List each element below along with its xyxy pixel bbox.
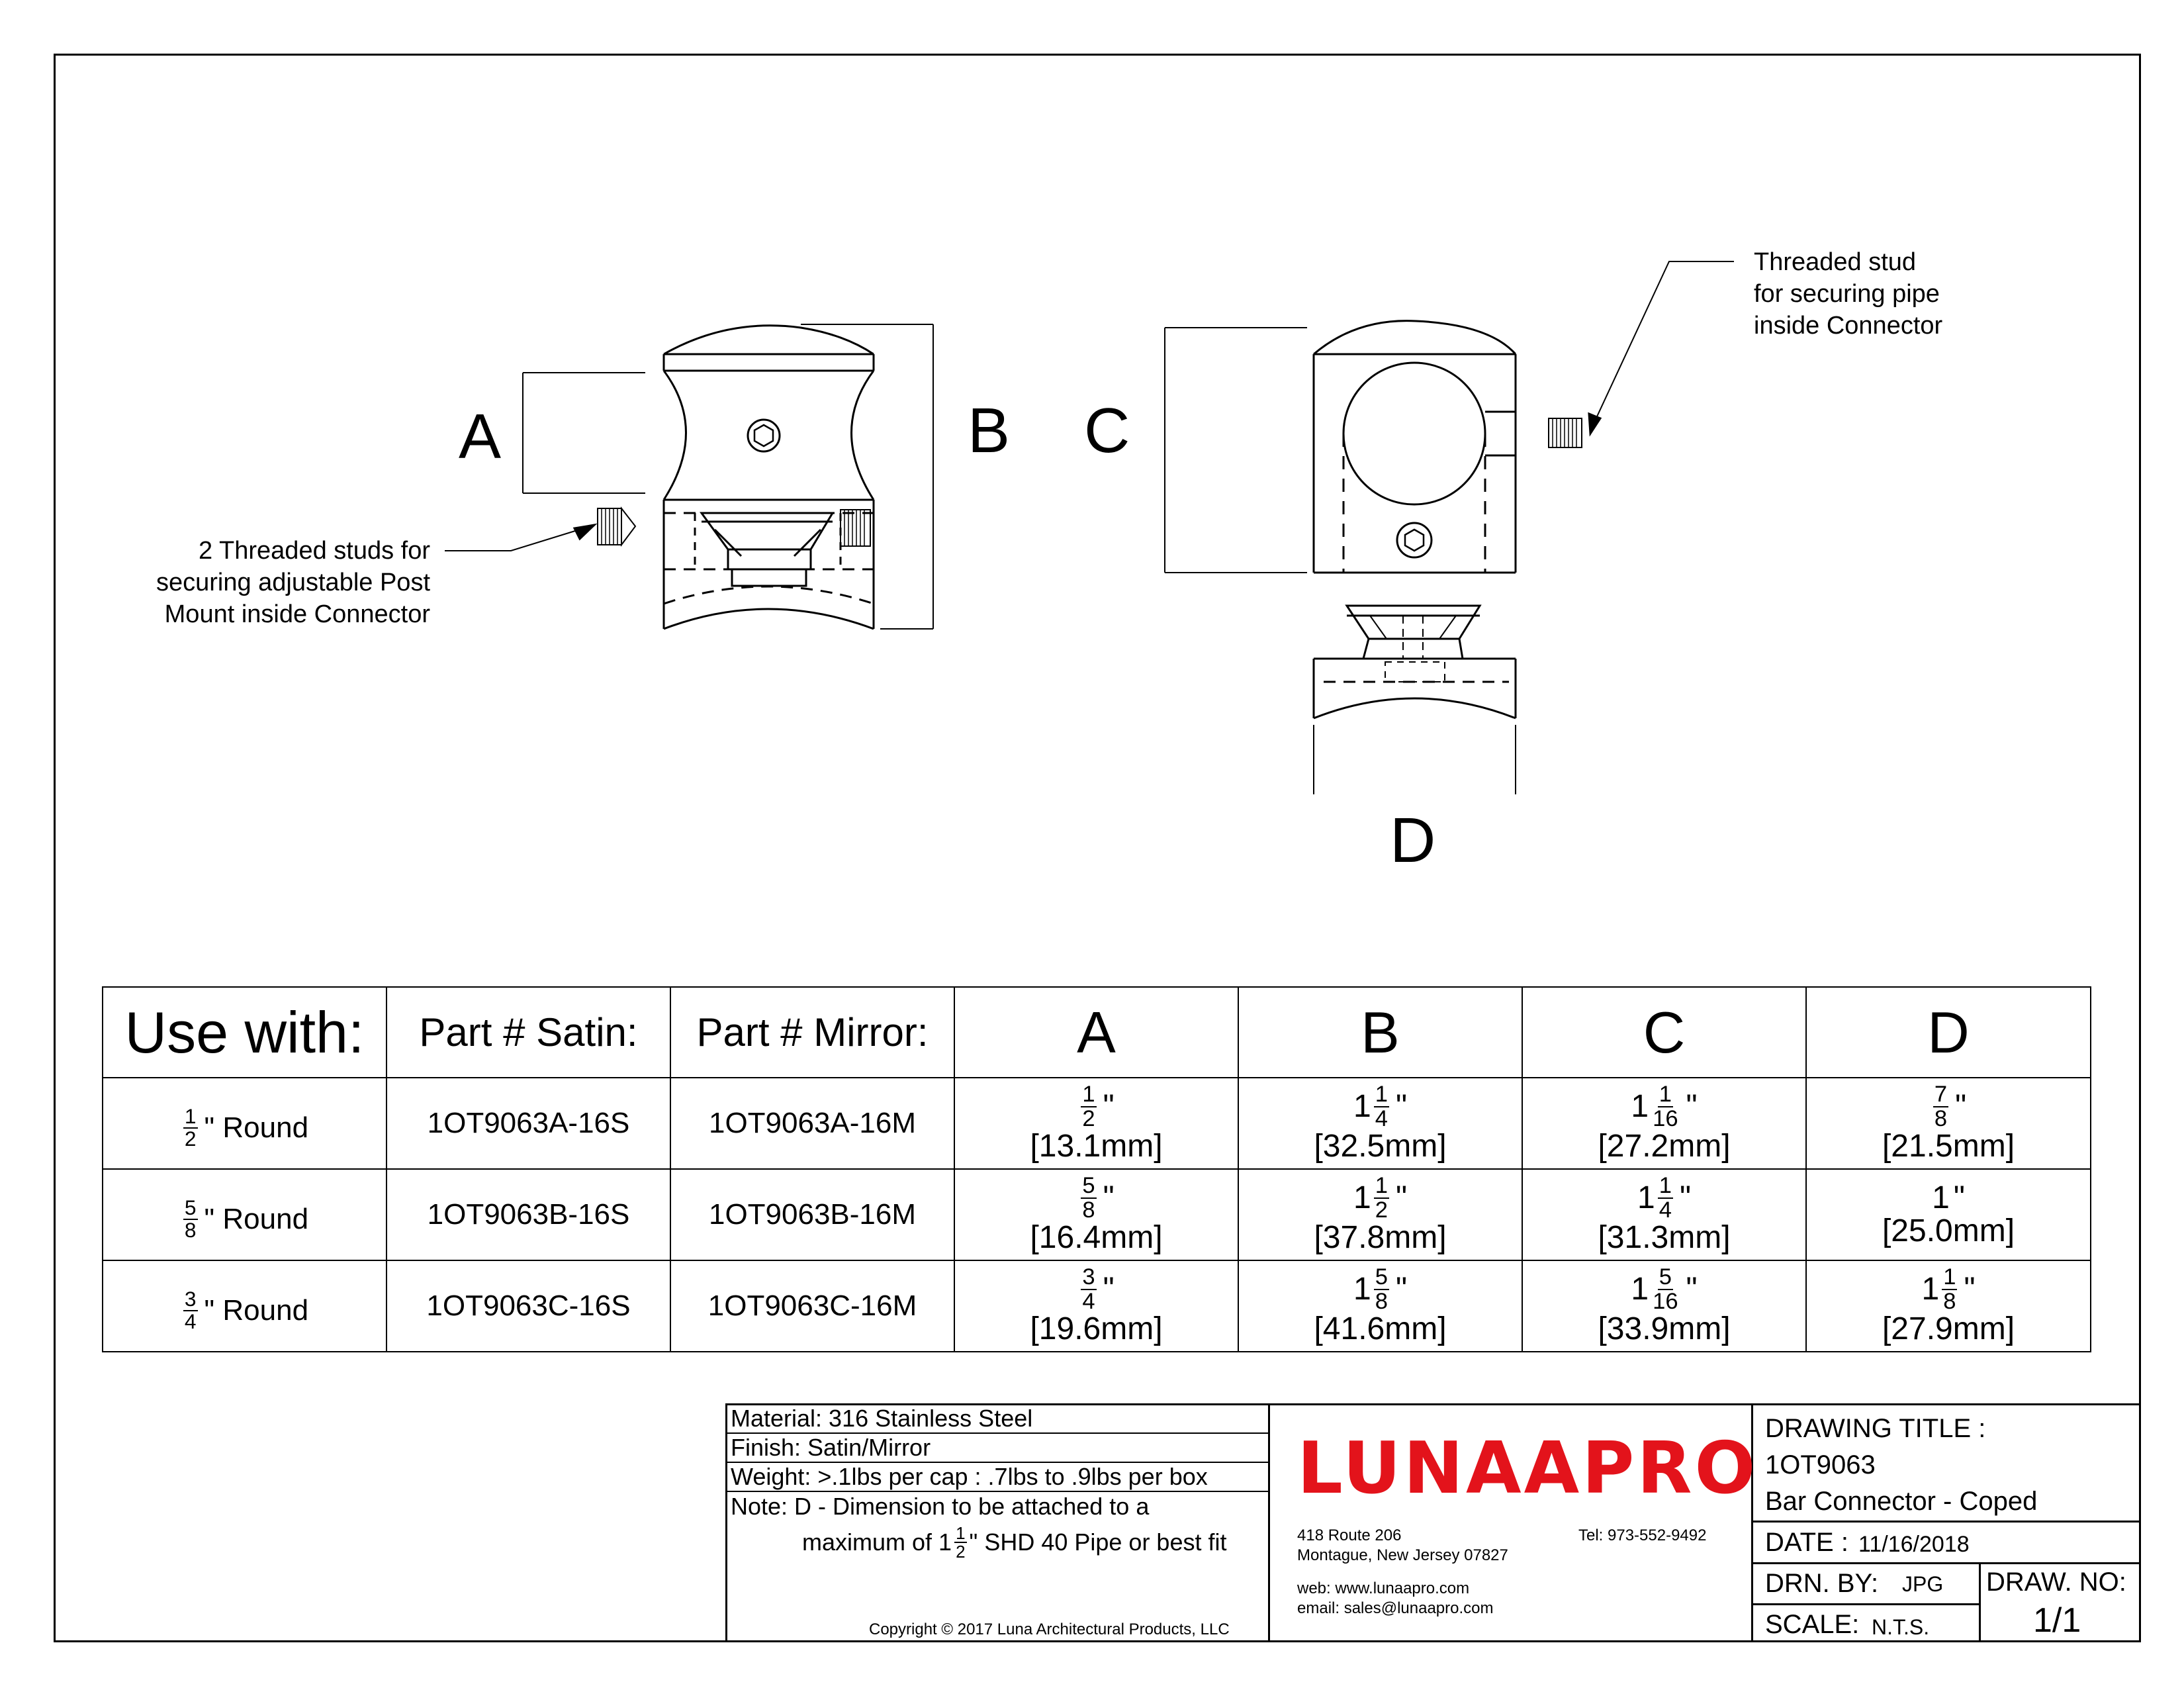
fraction-denominator: 16 <box>1653 1105 1678 1131</box>
dim-d-cell <box>1806 1169 2091 1260</box>
note-fraction <box>954 1524 966 1560</box>
dim-mm: [13.1mm] <box>1030 1129 1163 1164</box>
address-line-2: Montague, New Jersey 07827 <box>1297 1546 1508 1564</box>
fraction-numerator: 5 <box>184 1195 197 1219</box>
fraction <box>1658 1174 1673 1221</box>
fraction <box>1081 1083 1096 1130</box>
dim-c-cell <box>1522 1078 1806 1169</box>
fraction <box>183 1286 198 1333</box>
dim-b-cell <box>1238 1260 1522 1352</box>
drawing-number-title: 1OT9063 <box>1765 1450 1876 1479</box>
use-with-suffix: " Round <box>204 1111 309 1144</box>
fraction-denominator: 8 <box>1082 1197 1095 1223</box>
fraction-numerator: 1 <box>184 1103 197 1128</box>
fraction-numerator: 1 <box>1943 1264 1956 1290</box>
draw-no-value: 1/1 <box>2033 1601 2081 1640</box>
fraction-numerator: 3 <box>1082 1264 1095 1290</box>
dim-mm: [25.0mm] <box>1882 1213 2015 1248</box>
inch-mark: " <box>1395 1088 1407 1124</box>
dim-whole: 1 <box>1353 1088 1371 1124</box>
fraction-denominator: 4 <box>1659 1197 1672 1223</box>
dim-mm: [41.6mm] <box>1314 1311 1447 1347</box>
left-view-connector <box>445 324 933 629</box>
dim-whole: 1 <box>1353 1271 1371 1307</box>
fraction <box>1081 1266 1096 1313</box>
copyright-text: Copyright © 2017 Luna Architectural Products, LLC <box>869 1620 1230 1638</box>
dim-whole: 1 <box>1637 1180 1655 1215</box>
draw-no-label: DRAW. NO: <box>1986 1568 2126 1597</box>
finish-text: Finish: Satin/Mirror <box>731 1434 931 1461</box>
spec-table <box>102 986 2091 1352</box>
use-with-suffix: " Round <box>204 1293 309 1327</box>
fraction <box>1374 1083 1389 1130</box>
fraction-numerator: 5 <box>1659 1264 1672 1290</box>
fraction-denominator: 8 <box>1943 1288 1956 1314</box>
dim-c-cell <box>1522 1260 1806 1352</box>
fraction <box>1374 1174 1389 1221</box>
right-view-connector <box>1165 261 1734 794</box>
fraction-numerator: 1 <box>1659 1173 1672 1199</box>
dim-whole: 1 <box>1631 1271 1649 1307</box>
scale-value: N.T.S. <box>1872 1615 1930 1639</box>
scale-label: SCALE: <box>1765 1610 1860 1639</box>
left-callout-line: securing adjustable Post <box>156 569 430 596</box>
dimension-label-c: C <box>1084 395 1130 466</box>
use-with-suffix: " Round <box>204 1202 309 1235</box>
drawn-by-value: JPG <box>1902 1572 1944 1596</box>
date-label: DATE : <box>1765 1528 1848 1557</box>
inch-mark: " <box>1103 1088 1115 1124</box>
dimension-label-d: D <box>1390 805 1436 876</box>
header-d: D <box>1806 987 2091 1078</box>
dim-mm: [16.4mm] <box>1030 1220 1163 1256</box>
fraction-numerator: 3 <box>184 1286 197 1311</box>
fraction-numerator: 1 <box>1375 1173 1388 1199</box>
part-satin-cell: 1OT9063A-16S <box>387 1078 670 1169</box>
note-line-2-pre: maximum of 1 <box>802 1528 952 1556</box>
weight-text: Weight: >.1lbs per cap : .7lbs to .9lbs per box <box>731 1463 1208 1490</box>
dim-mm: [27.2mm] <box>1598 1129 1731 1164</box>
header-use-with: Use with: <box>103 987 387 1078</box>
table-row <box>103 1078 2091 1169</box>
date-value: 11/16/2018 <box>1858 1532 1970 1557</box>
dim-mm: [37.8mm] <box>1314 1220 1447 1256</box>
fraction <box>1374 1266 1389 1313</box>
dim-mm: [21.5mm] <box>1882 1129 2015 1164</box>
table-row <box>103 1260 2091 1352</box>
header-part-mirror: Part # Mirror: <box>670 987 954 1078</box>
header-c: C <box>1522 987 1806 1078</box>
fraction <box>1651 1083 1679 1130</box>
fraction-numerator: 1 <box>1082 1082 1095 1107</box>
fraction <box>183 1103 198 1150</box>
inch-mark: " <box>1103 1180 1115 1215</box>
dim-whole: 1 <box>1631 1088 1649 1124</box>
part-mirror-cell: 1OT9063B-16M <box>670 1169 954 1260</box>
right-callout-line: Threaded stud <box>1754 248 1917 276</box>
fraction-denominator: 16 <box>1653 1288 1678 1314</box>
fraction-denominator: 2 <box>1375 1197 1388 1223</box>
note-line-2-post: " SHD 40 Pipe or best fit <box>969 1528 1227 1556</box>
right-callout <box>1754 246 1942 342</box>
material-text: Material: 316 Stainless Steel <box>731 1405 1033 1432</box>
dim-a-cell <box>954 1078 1238 1169</box>
drawn-by-label: DRN. BY: <box>1765 1569 1879 1598</box>
dim-whole: 1 <box>1353 1180 1371 1215</box>
header-part-satin: Part # Satin: <box>387 987 670 1078</box>
table-row <box>103 1169 2091 1260</box>
dim-mm: [32.5mm] <box>1314 1129 1447 1164</box>
fraction-numerator: 1 <box>1659 1082 1672 1107</box>
left-callout-line: 2 Threaded studs for <box>199 537 430 565</box>
inch-mark: " <box>1686 1088 1698 1124</box>
inch-mark: " <box>1953 1180 1965 1215</box>
use-with-cell <box>103 1169 387 1260</box>
fraction-numerator: 5 <box>1082 1173 1095 1199</box>
inch-mark: " <box>1395 1180 1407 1215</box>
fraction-denominator: 2 <box>1082 1105 1095 1131</box>
dim-a-cell <box>954 1260 1238 1352</box>
header-b: B <box>1238 987 1522 1078</box>
lunaapro-logo: LUNAAPRO <box>1297 1427 1758 1510</box>
fraction-numerator: 1 <box>1375 1082 1388 1107</box>
fraction <box>1651 1266 1679 1313</box>
dim-mm: [27.9mm] <box>1882 1311 2015 1347</box>
left-callout <box>156 535 430 630</box>
fraction <box>1942 1266 1957 1313</box>
drawing-title-label: DRAWING TITLE : <box>1765 1414 1986 1443</box>
fraction <box>183 1197 198 1241</box>
inch-mark: " <box>1686 1271 1698 1307</box>
dim-mm: [31.3mm] <box>1598 1220 1731 1256</box>
address-line-1: 418 Route 206 <box>1297 1526 1402 1544</box>
dim-whole: 1 <box>1932 1180 1950 1215</box>
email-text: email: sales@lunaapro.com <box>1297 1599 1494 1617</box>
dimension-label-b: B <box>968 395 1011 466</box>
dim-b-cell <box>1238 1169 1522 1260</box>
dim-d-cell <box>1806 1260 2091 1352</box>
telephone-text: Tel: 973-552-9492 <box>1578 1526 1707 1544</box>
fraction-numerator: 5 <box>1375 1264 1388 1290</box>
fraction-denominator: 4 <box>184 1309 197 1333</box>
fraction-denominator: 8 <box>1934 1105 1948 1131</box>
right-callout-line: inside Connector <box>1754 312 1943 340</box>
fraction-denominator: 8 <box>184 1217 197 1242</box>
note-line-2 <box>802 1524 1226 1560</box>
note-fraction-num: 1 <box>956 1523 966 1543</box>
fraction-numerator: 7 <box>1934 1082 1948 1107</box>
inch-mark: " <box>1964 1271 1976 1307</box>
inch-mark: " <box>1103 1271 1115 1307</box>
inch-mark: " <box>1955 1088 1967 1124</box>
part-satin-cell: 1OT9063C-16S <box>387 1260 670 1352</box>
fraction-denominator: 2 <box>184 1126 197 1150</box>
fraction-denominator: 8 <box>1375 1288 1388 1314</box>
spec-table-header-row <box>103 987 2091 1078</box>
drawing-name: Bar Connector - Coped <box>1765 1487 2038 1516</box>
use-with-cell <box>103 1260 387 1352</box>
note-line-1: Note: D - Dimension to be attached to a <box>731 1493 1150 1520</box>
fraction-denominator: 4 <box>1375 1105 1388 1131</box>
part-satin-cell: 1OT9063B-16S <box>387 1169 670 1260</box>
dim-whole: 1 <box>1921 1271 1940 1307</box>
inch-mark: " <box>1395 1271 1407 1307</box>
inch-mark: " <box>1679 1180 1691 1215</box>
dim-c-cell <box>1522 1169 1806 1260</box>
dim-mm: [33.9mm] <box>1598 1311 1731 1347</box>
dimension-label-a: A <box>459 401 502 472</box>
part-mirror-cell: 1OT9063A-16M <box>670 1078 954 1169</box>
web-text: web: www.lunaapro.com <box>1297 1579 1470 1597</box>
header-a: A <box>954 987 1238 1078</box>
dim-a-cell <box>954 1169 1238 1260</box>
left-callout-line: Mount inside Connector <box>164 600 430 628</box>
part-mirror-cell: 1OT9063C-16M <box>670 1260 954 1352</box>
dim-mm: [19.6mm] <box>1030 1311 1163 1347</box>
use-with-cell <box>103 1078 387 1169</box>
fraction-denominator: 4 <box>1082 1288 1095 1314</box>
fraction <box>1081 1174 1096 1221</box>
dim-b-cell <box>1238 1078 1522 1169</box>
fraction <box>1933 1083 1948 1130</box>
note-fraction-den: 2 <box>956 1542 966 1562</box>
dim-d-cell <box>1806 1078 2091 1169</box>
right-callout-line: for securing pipe <box>1754 280 1940 308</box>
